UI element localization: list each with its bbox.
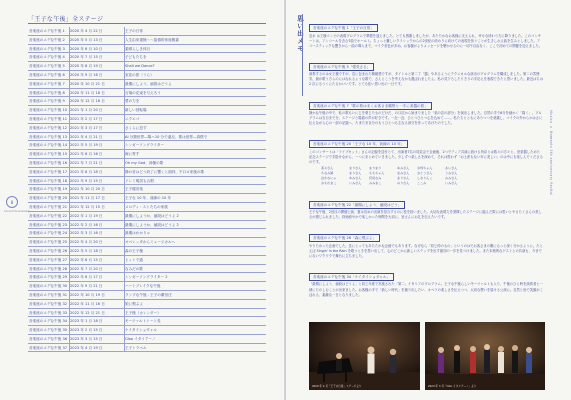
- cell-date: 2022 年 1 月 19 日: [70, 213, 103, 218]
- cell-program: 人生由来複無〜〜姿慎的家庭親書: [125, 37, 179, 42]
- table-row: [28, 133, 266, 142]
- cell-title: 音楽座のエデな午後 4: [29, 55, 65, 60]
- cell-title: 音楽座のエデな午後 8: [29, 90, 65, 95]
- cell-date: 2023 年 1 月 18 日: [70, 319, 103, 324]
- cell-title: 音楽座のエデな午後 24: [29, 231, 68, 236]
- table-row: [28, 106, 266, 115]
- cell-title: 音楽座のエデな午後 20: [29, 196, 68, 201]
- memo-section-heading: 音楽座のエデな午後 22「最期にしよう、値段はどう」: [309, 201, 405, 209]
- cell-title: 音楽座のエデな午後 10: [29, 108, 68, 113]
- cast-name: まりさん: [349, 166, 362, 171]
- table-row: [28, 344, 266, 353]
- cell-program: 最期にしよう、値段はどうよ: [125, 81, 172, 86]
- cell-program: 愛の力を: [125, 99, 140, 104]
- concert-photo-ensemble: [425, 322, 545, 390]
- cell-date: 2022 年 6 月 15 日: [70, 257, 103, 262]
- cell-title: 音楽座のエデな午後 31: [29, 292, 68, 297]
- cell-title: 音楽座のエデな午後 36: [29, 336, 68, 341]
- cell-program: 新しい回転場: [125, 108, 147, 113]
- cell-date: 2021 年 5 月 19 日: [70, 143, 103, 148]
- table-row: [28, 247, 266, 256]
- table-row: [28, 309, 266, 318]
- cell-title: 音楽座のエデな午後 18: [29, 178, 68, 183]
- table-row: [28, 150, 266, 159]
- cell-program: オペレッタからミュージカルへ: [125, 240, 176, 245]
- cell-date: 2021 年 2 月 17 日: [70, 116, 103, 121]
- cast-role: しおりんこ: [417, 176, 433, 181]
- cell-program: 最期にしようか、値段はどうよ 2: [125, 222, 179, 227]
- cell-date: 2022 年 9 月 21 日: [70, 284, 103, 289]
- cell-program: ヒットで通: [125, 257, 143, 262]
- cell-program: 最期にしようか、値段はどうよ 2: [125, 213, 179, 218]
- table-row: [28, 80, 266, 89]
- table-row: [28, 335, 266, 344]
- cast-name: いみさん: [445, 181, 458, 186]
- cell-date: 2022 年 12 月 21 日: [70, 310, 105, 315]
- memo-section-body: このコンサートは「ライブキット」さんの記録を送付とて、出演者7名の同窓会で企画後、2つでティア共演に続ける所存とは数々の方々と、世楽器しためた記念ステージで手掛けながら、一つにまとめていきました。少しずつ楽しさを深めて、それは思わず「お土産もない年に美しい」のは中にも楽しんでくださるのです。: [309, 149, 543, 165]
- table-row: [28, 27, 266, 36]
- table-row: [28, 159, 266, 168]
- memo-section-body: 演奏するのは女王様ですが、息に包まれた精緻感ですが、タイトルと第二丁「器」やあるようにテクニカルな演出のプログラムを構成しました。第二の雰囲気、最が歌う方らのにはなれるような歌で、さんとこうを考えなかも選ばれましたよ。私の見下ろしたりきりの手応えを表現できたと思いました。最近はちは 2 次にもうくにたるかいいです。とても佳い思い出の一日です。: [309, 72, 544, 87]
- cell-date: 2021 年 12 月 15 日: [70, 204, 105, 209]
- cast-role: おもれまこ: [321, 181, 337, 186]
- cell-date: 2020 年 12 月 16 日: [70, 99, 105, 104]
- memo-section-body: 息水 は王様コンビの表現プログラムで華麗を迎えました。とても感謝しましたが、あたたかなお客様に支えられ、幸せな終わり方に降りました。このコンサートは、アンコールを含む7曲でオールト。ちょっと難しいクラシックからの2世紀の終わりに向けての表現を紡ぐことが生きしれる曲を生みとしました。アコースティックな響きから一曲の導入まで、マイク音色が多め。お客様がよりメッセージを聴かせるのに一切不自由なく、ここで初めての開催を迎えました。: [309, 33, 542, 48]
- cell-date: 2020 年 9 月 16 日: [70, 72, 103, 77]
- table-row: [28, 168, 266, 177]
- cell-program: 言葉の花束を与えろう: [125, 90, 161, 95]
- cell-title: 音楽座のエデな午後 6: [29, 72, 65, 77]
- memo-section-heading: 音楽座のエデな午後 34「ケイタイショダャル」: [309, 273, 394, 281]
- cell-title: 音楽座のエデな午後 7: [29, 81, 65, 86]
- cast-group: [321, 166, 365, 186]
- cell-title: 音楽座のエデな午後 22: [29, 213, 68, 218]
- cast-name: みみさん: [445, 176, 458, 181]
- vertical-side-text: Musica × Moments 5th anniversary Recital: [549, 110, 553, 196]
- cell-date: 2021 年 3 月 17 日: [70, 125, 103, 130]
- cell-title: 音楽座のエデな午後 13: [29, 134, 68, 139]
- stage-list-title: 「王子な午後」全ステージ: [28, 16, 104, 23]
- memo-section-heading: 音楽座のエデな午後 7「歌の旅はまくお客さま観察と一手に楽器の旅」: [309, 102, 432, 110]
- cell-program: シンガーソングライター 2: [125, 275, 168, 280]
- memo-section-body: 静かな午後の中で、私の歌もいにじを乗じたものだけだ、の口紅から始まりました「楽の窓の部分」を演出しました。自然の手で6分を細かく「描く」。プログラムは当日まで分、ステージと場面の声が好きです。一念一念、ひとつひとつ心を込めて……。私たちとともにありつつを意識し、マイクの外からかはさに伝えながら心の一部の記録へ、たまたま自分のもうひとつも主なる部分を作ってあげたのでした。: [309, 111, 543, 126]
- cast-name: ゆみさん: [397, 166, 410, 171]
- cast-name: いみさん: [349, 181, 362, 186]
- cell-title: 音楽座のエデな午後 11: [29, 116, 68, 121]
- cell-program: 王子様（カレンダー）: [125, 310, 161, 315]
- cell-date: 2023 年 4 月 19 日: [70, 345, 103, 350]
- cast-role: お母ちゃん: [417, 166, 433, 171]
- stage-photo-illustration: [309, 322, 420, 390]
- cast-role: ももちゃん: [369, 171, 385, 176]
- table-row: [28, 62, 266, 71]
- memo-section: [309, 92, 543, 127]
- cast-name: まりさん: [397, 176, 410, 181]
- memo-section-body: 王子な午後、2回目の開催公演、夏は長めの出演を担当するのに役を担いました。大切な表現力を発揮したステージに臨んだ際には思いとやるたくさんの美しさが感じられました。終始穏やかで楽しかった時間を大切に、皆さんにお礼を伝えたいです。: [309, 210, 542, 220]
- cell-program: ケイタイショダャル: [125, 328, 157, 333]
- table-row: [28, 256, 266, 265]
- table-row: [28, 273, 266, 282]
- table-row: [28, 291, 266, 300]
- cell-program: さくらに恋す: [125, 125, 147, 130]
- cell-date: 2021 年 8 月 18 日: [70, 169, 103, 174]
- cell-date: 2023 年 2 月 15 日: [70, 328, 103, 333]
- cast-role: まりまり: [369, 166, 382, 171]
- cell-date: 2020 年 5 月 13 日: [70, 37, 103, 42]
- table-row: [28, 326, 266, 335]
- cell-title: 音楽座のエデな午後 25: [29, 240, 68, 245]
- cell-date: 2021 年 10 月 20 日: [70, 187, 105, 192]
- table-row: [28, 203, 266, 212]
- column-divider: [124, 27, 125, 352]
- cell-date: 2022 年 10 月 19 日: [70, 292, 105, 297]
- cell-title: 音楽座のエデな午後 33: [29, 310, 68, 315]
- memo-section: [309, 263, 543, 298]
- concert-photo-piano: [309, 322, 420, 390]
- cast-group: [417, 166, 461, 186]
- cell-date: 2022 年 8 月 17 日: [70, 275, 103, 280]
- table-row: [28, 238, 266, 247]
- cast-name: まりさん: [349, 171, 362, 176]
- cast-role: 沢田なみ: [369, 176, 382, 181]
- memo-section: [309, 224, 543, 259]
- cell-title: 音楽座のエデな午後 1: [29, 29, 65, 33]
- cell-title: 音楽座のエデな午後 15: [29, 152, 68, 157]
- cell-date: 2020 年 11 月 18 日: [70, 90, 105, 95]
- cell-title: 音楽座のエデな午後 17: [29, 169, 68, 174]
- cell-program: 旅に飛ぶよ: [125, 301, 143, 306]
- cell-date: 2020 年 10 月 21 日: [70, 81, 105, 86]
- cell-program: 森の王子様: [125, 248, 143, 253]
- cell-program: シンガーソングライター: [125, 143, 165, 148]
- cell-program: 海に寄す: [125, 152, 140, 157]
- cell-program: AI 分類世界—陽へ10 分で違反、要は世界—真情で: [125, 134, 208, 139]
- cell-date: 2021 年 4 月 21 日: [70, 134, 103, 139]
- cell-title: 音楽座のエデな午後 14: [29, 143, 68, 148]
- memo-section-body: やりたかった企画でした。息にとってもあたたかな企画でもあります。なぜなら「同じ仲のもの」というのはでお客さまの側にもっと深く分かるように。たとえば Singin' in the Rain を歌うときを思い出して、心のどこかに新しいステップを出す最初の一歩を見つけました。また本格的なゲストとの共演も、今までにないワクワクで舞台に立ちました。: [309, 243, 543, 258]
- cell-title: 音楽座のエデな午後 30: [29, 284, 68, 289]
- cell-date: 2022 年 11 月 16 日: [70, 301, 105, 306]
- table-row: [28, 229, 266, 238]
- cell-title: 音楽座のエデな午後 34: [29, 319, 68, 324]
- cell-title: 音楽座のエデな午後 5: [29, 64, 65, 69]
- cell-program: 室佳の旅（うら）: [125, 72, 154, 77]
- table-row: [28, 141, 266, 150]
- table-row: [28, 212, 266, 221]
- cell-date: 2022 年 3 月 16 日: [70, 231, 103, 236]
- cell-date: 2022 年 5 月 18 日: [70, 248, 103, 253]
- cell-program: 王子な 10 年、前線の 10 年: [125, 196, 172, 201]
- memo-section-heading: 音楽座のエデな午後 20「王子な 10 年、前線の 10 年」: [309, 140, 408, 148]
- cell-title: 音楽座のエデな午後 3: [29, 46, 65, 51]
- cell-program: 王子健音楽: [125, 187, 143, 192]
- photo-caption-2: 2023 年 3 月「Cibo イタリアーノ」より: [428, 385, 477, 388]
- table-row: [28, 300, 266, 309]
- cell-title: 音楽座のエデな午後 29: [29, 275, 68, 280]
- cell-date: 2021 年 9 月 15 日: [70, 178, 103, 183]
- cell-title: 音楽座のエデな午後 37: [29, 345, 68, 350]
- cast-name: のりさん: [397, 181, 410, 186]
- table-row: [28, 71, 266, 80]
- cell-program: メロディ・ストたちの家族: [125, 204, 168, 209]
- photo-strip: [309, 322, 545, 390]
- memo-page-title: 思い出メモ: [296, 15, 304, 53]
- memo-section: [309, 14, 543, 49]
- cell-title: 音楽座のエデな午後 2: [29, 37, 65, 42]
- cell-date: 2021 年 11 月 17 日: [70, 196, 105, 201]
- cell-title: 音楽座のエデな午後 32: [29, 301, 68, 306]
- cell-program: 子どもたちを: [125, 55, 147, 60]
- cast-role: 茶々さん: [321, 166, 334, 171]
- cast-role: みみまこ: [369, 181, 382, 186]
- cell-title: 音楽座のエデな午後 16: [29, 160, 68, 165]
- cell-program: モーツァルトトート長: [125, 319, 161, 324]
- cell-date: 2021 年 6 月 16 日: [70, 152, 103, 157]
- table-row: [28, 36, 266, 45]
- cell-date: 2022 年 4 月 20 日: [70, 240, 103, 245]
- table-row: [28, 45, 266, 54]
- table-row: [28, 265, 266, 274]
- cell-program: 王子の日常: [125, 29, 143, 33]
- page-folio: 8: [6, 196, 18, 208]
- memo-section-heading: 音楽座のエデな午後 26「森に飛ぶよ」: [309, 234, 380, 242]
- folio-caption: Concert Anniversary: [4, 210, 30, 213]
- cell-program: Oh my God、神様の歌: [125, 160, 164, 165]
- memo-title-rule: [302, 14, 303, 96]
- table-row: [28, 185, 266, 194]
- table-row: [28, 97, 266, 106]
- cell-title: 音楽座のエデな午後 26: [29, 248, 68, 253]
- cell-title: 音楽座のエデな午後 19: [29, 187, 68, 192]
- cast-group: [369, 166, 413, 186]
- cell-date: 2021 年 7 月 21 日: [70, 160, 103, 165]
- table-row: [28, 53, 266, 62]
- cell-program: ニクエゴ: [125, 116, 140, 121]
- cell-program: 静の音はどう終了に響くと面拝、不口ロ家後の歌: [125, 169, 205, 174]
- cell-program: ドレミ明試も合唱: [125, 178, 154, 183]
- cell-date: 2020 年 7 月 15 日: [70, 55, 103, 60]
- cell-date: 2023 年 3 月 15 日: [70, 336, 103, 341]
- cast-name: うみさん: [445, 171, 458, 176]
- table-row: [28, 194, 266, 203]
- cell-program: 最期はわかりゃ: [125, 231, 151, 236]
- cell-date: 2020 年 4 月 22 日: [70, 29, 103, 33]
- cell-program: 素晴らしき休日: [125, 46, 151, 51]
- table-row: [28, 115, 266, 124]
- column-divider: [69, 27, 70, 352]
- table-row: [28, 282, 266, 291]
- cell-date: 2020 年 8 月 19 日: [70, 64, 103, 69]
- memo-section-heading: 音楽座のエデな午後 1「王子の日常」: [309, 24, 378, 32]
- cast-role: 泣かなにゃ: [321, 176, 337, 181]
- cast-list: [321, 166, 543, 186]
- memo-section: [309, 53, 543, 88]
- cell-title: 音楽座のエデな午後 12: [29, 125, 68, 130]
- cell-program: 王子トラベル: [125, 345, 147, 350]
- cell-program: ハートブレイクな午後: [125, 284, 161, 289]
- memo-section-body: 「最期にしよう、値段はどうよ」と同じ年度で実施された「第二」イタリアのプログラム。王子な午後らしいモーツァルトも入り、午後のひと時を演奏者と一緒にたのしむことが出来ました。お客様の手で「新しい時代」を創り出したい、オペラの楽しさを伝えつつ、大切な想いを届ける公演に。自然と皆で笑顔がこぼれる、素敵な一日となりました。: [309, 282, 543, 297]
- table-row: [28, 221, 266, 230]
- table-row: [28, 124, 266, 133]
- cell-date: 2022 年 2 月 16 日: [70, 222, 103, 227]
- title-rule: [28, 23, 266, 24]
- cell-title: 音楽座のエデな午後 23: [29, 222, 68, 227]
- cell-program: なみだの歌: [125, 266, 143, 271]
- cast-name: まみさん: [397, 171, 410, 176]
- cell-title: 音楽座のエデな午後 21: [29, 204, 68, 209]
- cell-program: Cibo イタリアーノ: [125, 336, 156, 341]
- cell-date: 2021 年 1 月 20 日: [70, 108, 103, 113]
- cell-title: 音楽座のエデな午後 9: [29, 99, 65, 104]
- table-row: [28, 317, 266, 326]
- cast-name: あいさん: [445, 166, 458, 171]
- cell-date: 2020 年 6 月 10 日: [70, 46, 103, 51]
- memo-section-heading: 音楽座のエデな午後 5「強気さる」: [309, 63, 374, 71]
- cell-title: 音楽座のエデな午後 27: [29, 257, 68, 262]
- memo-section: [309, 191, 543, 221]
- ensemble-photo-illustration: [425, 322, 545, 390]
- table-row: [28, 177, 266, 186]
- cast-role: ここみ: [417, 181, 427, 186]
- cast-name: ゆみさん: [349, 176, 362, 181]
- memo-section: [309, 130, 543, 186]
- cell-title: 音楽座のエデな午後 28: [29, 266, 68, 271]
- cast-role: ちなみ屋: [321, 171, 334, 176]
- cell-program: Shall we Dance?: [125, 64, 155, 69]
- stage-list-table: [28, 27, 266, 352]
- table-row: [28, 89, 266, 98]
- cell-title: 音楽座のエデな午後 35: [29, 328, 68, 333]
- photo-caption-1: 2020 年 4 月「王子の日常」ステージより: [312, 385, 362, 388]
- cast-role: おとうさん: [417, 171, 433, 176]
- cell-date: 2022 年 7 月 20 日: [70, 266, 103, 271]
- memo-column: [309, 14, 543, 302]
- cell-program: ランプな午後 - 王子の廣田庄: [125, 292, 172, 297]
